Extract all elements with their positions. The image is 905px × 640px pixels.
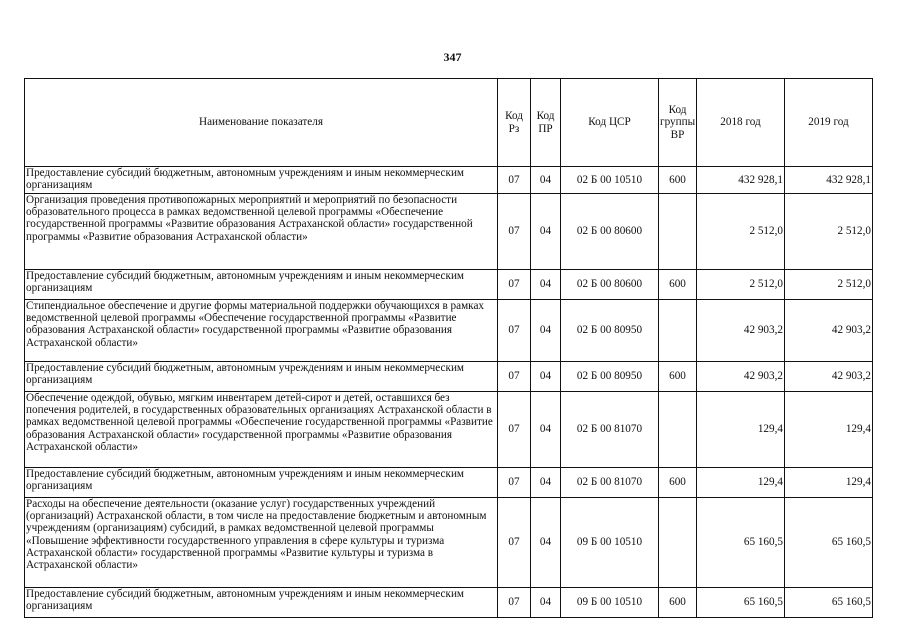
table-row — [25, 194, 873, 270]
row-name: Стипендиальное обеспечение и другие формы материальной поддержки обучающихся в рамках ведомственной целевой программы «Обеспечение государственной программы «Развитие образования Астраханской области» государственной программы «Развитие образования Астраханской области» — [25, 300, 498, 362]
row-csr: 02 Б 00 80950 — [561, 362, 659, 392]
table-row — [25, 498, 873, 588]
row-2019: 65 160,5 — [785, 588, 873, 618]
row-2018: 65 160,5 — [697, 498, 785, 588]
row-2019: 65 160,5 — [785, 498, 873, 588]
table-row — [25, 392, 873, 468]
row-2018: 2 512,0 — [697, 194, 785, 270]
header-rz: Код Рз — [498, 79, 531, 167]
header-2018: 2018 год — [697, 79, 785, 167]
row-2018: 42 903,2 — [697, 300, 785, 362]
row-rz: 07 — [498, 588, 531, 618]
header-2019: 2019 год — [785, 79, 873, 167]
row-pr: 04 — [531, 167, 561, 194]
row-pr: 04 — [531, 392, 561, 468]
row-2019: 129,4 — [785, 392, 873, 468]
table-row — [25, 167, 873, 194]
row-vr: 600 — [659, 167, 697, 194]
row-vr — [659, 498, 697, 588]
table-row — [25, 588, 873, 618]
row-2019: 129,4 — [785, 468, 873, 498]
row-2018: 129,4 — [697, 392, 785, 468]
row-pr: 04 — [531, 468, 561, 498]
row-csr: 02 Б 00 80600 — [561, 194, 659, 270]
row-vr: 600 — [659, 362, 697, 392]
row-2018: 129,4 — [697, 468, 785, 498]
row-rz: 07 — [498, 468, 531, 498]
row-rz: 07 — [498, 167, 531, 194]
row-csr: 02 Б 00 80950 — [561, 300, 659, 362]
header-vr: Код группы ВР — [659, 79, 697, 167]
row-pr: 04 — [531, 194, 561, 270]
row-2019: 42 903,2 — [785, 300, 873, 362]
row-pr: 04 — [531, 270, 561, 300]
row-vr — [659, 392, 697, 468]
row-pr: 04 — [531, 498, 561, 588]
header-csr: Код ЦСР — [561, 79, 659, 167]
row-name: Обеспечение одеждой, обувью, мягким инвентарем детей-сирот и детей, оставшихся без попечения родителей, в государственных образовательных организациях Астраханской области в рамках ведомственной целевой программы «Обеспечение государственной программы «Развитие образования Астраханской области» государственной программы «Развитие образования Астраханской области» — [25, 392, 498, 468]
row-rz: 07 — [498, 392, 531, 468]
budget-table — [24, 78, 873, 618]
row-csr: 02 Б 00 81070 — [561, 468, 659, 498]
header-name: Наименование показателя — [25, 79, 498, 167]
row-2018: 2 512,0 — [697, 270, 785, 300]
row-csr: 02 Б 00 81070 — [561, 392, 659, 468]
row-vr: 600 — [659, 588, 697, 618]
table-row — [25, 362, 873, 392]
table-row — [25, 270, 873, 300]
row-2019: 432 928,1 — [785, 167, 873, 194]
row-2019: 2 512,0 — [785, 194, 873, 270]
row-pr: 04 — [531, 362, 561, 392]
row-rz: 07 — [498, 270, 531, 300]
row-pr: 04 — [531, 588, 561, 618]
table-row — [25, 300, 873, 362]
row-csr: 02 Б 00 80600 — [561, 270, 659, 300]
table-row — [25, 468, 873, 498]
row-rz: 07 — [498, 362, 531, 392]
row-name: Предоставление субсидий бюджетным, автономным учреждениям и иным некоммерческим организациям — [25, 468, 498, 498]
row-name: Расходы на обеспечение деятельности (оказание услуг) государственных учреждений (организаций) Астраханской области, в том числе на предоставление бюджетным и автономным учреждениям (организациям) субсидий, в рамках ведомственной целевой программы «Повышение эффективности государственного управления в сфере культуры и туризма Астраханской области» государственной программы «Развитие культуры и туризма в Астраханской области» — [25, 498, 498, 588]
row-2019: 42 903,2 — [785, 362, 873, 392]
row-vr: 600 — [659, 468, 697, 498]
row-name: Предоставление субсидий бюджетным, автономным учреждениям и иным некоммерческим организациям — [25, 167, 498, 194]
row-name: Предоставление субсидий бюджетным, автономным учреждениям и иным некоммерческим организациям — [25, 362, 498, 392]
row-2019: 2 512,0 — [785, 270, 873, 300]
row-2018: 65 160,5 — [697, 588, 785, 618]
row-name: Предоставление субсидий бюджетным, автономным учреждениям и иным некоммерческим организациям — [25, 588, 498, 618]
row-csr: 09 Б 00 10510 — [561, 498, 659, 588]
row-rz: 07 — [498, 300, 531, 362]
row-rz: 07 — [498, 498, 531, 588]
header-pr: Код ПР — [531, 79, 561, 167]
row-pr: 04 — [531, 300, 561, 362]
row-2018: 42 903,2 — [697, 362, 785, 392]
row-rz: 07 — [498, 194, 531, 270]
row-csr: 02 Б 00 10510 — [561, 167, 659, 194]
row-vr: 600 — [659, 270, 697, 300]
page-number: 347 — [443, 50, 462, 64]
row-name: Организация проведения противопожарных мероприятий и мероприятий по безопасности образовательного процесса в рамках ведомственной целевой программы «Обеспечение государственной программы «Развитие образования Астраханской области» государственной программы «Развитие образования Астраханской области» — [25, 194, 498, 270]
row-name: Предоставление субсидий бюджетным, автономным учреждениям и иным некоммерческим организациям — [25, 270, 498, 300]
row-csr: 09 Б 00 10510 — [561, 588, 659, 618]
row-vr — [659, 300, 697, 362]
row-vr — [659, 194, 697, 270]
row-2018: 432 928,1 — [697, 167, 785, 194]
header-row — [25, 79, 873, 167]
